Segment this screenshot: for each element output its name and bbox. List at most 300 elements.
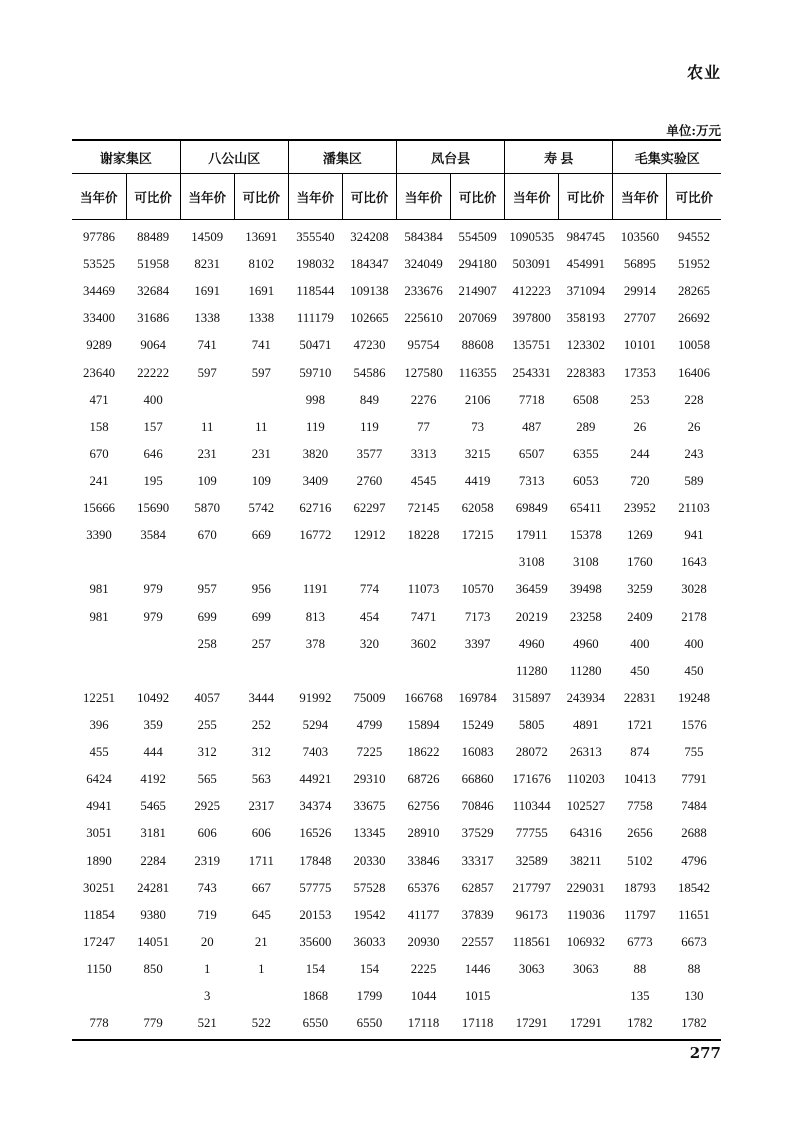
table-cell: 54586 xyxy=(353,365,386,380)
table-cell: 6355 xyxy=(573,446,599,461)
table-cell: 11073 xyxy=(407,582,440,597)
table-cell: 670 xyxy=(197,528,217,543)
table-cell: 400 xyxy=(684,636,704,651)
table-cell: 16083 xyxy=(461,745,494,760)
table-cell: 444 xyxy=(143,745,163,760)
table-cell: 1269 xyxy=(627,528,653,543)
table-cell: 62756 xyxy=(407,799,440,814)
table-cell: 3063 xyxy=(573,962,599,976)
table-cell: 10492 xyxy=(137,690,170,705)
table-cell: 5870 xyxy=(194,501,220,516)
table-cell: 51958 xyxy=(137,257,170,272)
table-cell: 24281 xyxy=(137,880,170,895)
table-cell: 244 xyxy=(630,446,650,461)
table-cell: 7484 xyxy=(681,799,707,814)
table-cell: 157 xyxy=(143,419,163,434)
table-cell: 253 xyxy=(630,392,650,407)
table-cell: 699 xyxy=(251,609,271,624)
table-cell: 521 xyxy=(180,1010,234,1040)
table-cell: 1868 xyxy=(302,989,329,1004)
table-cell: 2656 xyxy=(627,826,653,841)
table-cell: 154 xyxy=(305,962,325,976)
table-cell: 396 xyxy=(89,718,109,733)
table-cell: 7791 xyxy=(681,772,707,787)
table-cell: 23258 xyxy=(569,609,602,624)
table-cell: 123302 xyxy=(566,338,605,353)
table-cell: 11 xyxy=(255,419,268,434)
table-cell: 4192 xyxy=(140,772,166,787)
table-row xyxy=(72,441,721,468)
table-cell: 984745 xyxy=(566,230,605,245)
region-header: 凤台县 xyxy=(397,140,505,174)
table-cell: 4057 xyxy=(194,690,220,705)
table-cell: 17118 xyxy=(397,1010,451,1040)
table-cell: 102665 xyxy=(350,311,389,326)
table-cell: 979 xyxy=(143,609,163,624)
table-cell: 720 xyxy=(630,474,650,489)
table-cell: 597 xyxy=(197,365,217,380)
table-cell: 1643 xyxy=(681,555,707,570)
table-cell: 850 xyxy=(143,962,163,976)
table-cell: 22222 xyxy=(137,365,170,380)
table-cell: 26 xyxy=(633,419,647,434)
table-cell: 355540 xyxy=(296,230,335,245)
table-cell: 20153 xyxy=(299,907,332,922)
table-cell xyxy=(451,549,505,576)
table-cell: 88608 xyxy=(461,338,494,353)
table-cell: 231 xyxy=(197,446,217,461)
table-cell: 1782 xyxy=(667,1010,721,1040)
table-cell: 450 xyxy=(630,663,650,678)
table-row xyxy=(72,604,721,631)
table-cell: 110203 xyxy=(566,772,605,787)
table-cell: 1691 xyxy=(248,284,275,299)
table-cell: 11 xyxy=(201,419,214,434)
table-cell: 3181 xyxy=(140,826,166,841)
table-cell: 118544 xyxy=(296,284,335,299)
table-cell: 135751 xyxy=(512,338,551,353)
table-cell: 18228 xyxy=(407,528,440,543)
table-row xyxy=(72,414,721,441)
table-cell: 606 xyxy=(251,826,271,841)
table-cell: 1 xyxy=(204,962,211,976)
table-cell: 56895 xyxy=(623,257,656,272)
table-cell: 3820 xyxy=(302,446,329,461)
table-cell: 109 xyxy=(251,474,271,489)
table-cell: 252 xyxy=(251,718,271,733)
table-cell: 8102 xyxy=(248,257,275,272)
table-cell: 17118 xyxy=(451,1010,505,1040)
table-cell: 779 xyxy=(126,1010,180,1040)
table-cell: 228383 xyxy=(566,365,605,380)
region-header: 谢家集区 xyxy=(72,140,180,174)
comparable-price-header: 可比价 xyxy=(451,174,505,220)
table-cell: 47230 xyxy=(353,338,386,353)
table-cell: 35600 xyxy=(299,934,332,949)
table-cell: 64316 xyxy=(569,826,602,841)
table-cell: 584384 xyxy=(404,230,443,245)
table-cell: 135 xyxy=(630,989,650,1004)
table-cell: 26 xyxy=(687,419,701,434)
table-row xyxy=(72,468,721,495)
table-cell: 2925 xyxy=(194,799,220,814)
table-cell xyxy=(72,549,126,576)
table-cell xyxy=(72,658,126,685)
table-cell: 606 xyxy=(197,826,217,841)
region-header: 八公山区 xyxy=(180,140,288,174)
table-cell: 241 xyxy=(89,474,109,489)
table-cell: 69849 xyxy=(515,501,548,516)
table-cell: 1760 xyxy=(627,555,653,570)
table-cell: 4891 xyxy=(573,718,599,733)
table-cell: 20219 xyxy=(515,609,548,624)
table-cell: 956 xyxy=(251,582,271,597)
table-cell: 119036 xyxy=(566,907,605,922)
table-row xyxy=(72,712,721,739)
table-row xyxy=(72,793,721,820)
table-cell: 315897 xyxy=(512,690,551,705)
table-cell: 6550 xyxy=(342,1010,396,1040)
table-cell: 10058 xyxy=(677,338,710,353)
table-cell: 95754 xyxy=(407,338,440,353)
table-cell xyxy=(126,631,180,658)
table-cell: 3313 xyxy=(410,446,437,461)
table-cell: 324208 xyxy=(350,230,389,245)
table-cell xyxy=(234,387,288,414)
table-cell xyxy=(288,658,342,685)
table-cell: 11280 xyxy=(515,663,548,678)
table-cell: 20930 xyxy=(407,934,440,949)
table-cell: 2178 xyxy=(681,609,707,624)
table-cell: 1044 xyxy=(410,989,437,1004)
table-cell: 21 xyxy=(254,934,268,949)
table-cell: 7718 xyxy=(518,392,545,407)
table-cell: 2319 xyxy=(194,853,220,868)
table-cell: 289 xyxy=(576,419,596,434)
table-cell: 371094 xyxy=(566,284,605,299)
current-price-header: 当年价 xyxy=(180,174,234,220)
table-cell: 33317 xyxy=(461,853,494,868)
table-cell: 19248 xyxy=(677,690,710,705)
table-cell: 17247 xyxy=(83,934,116,949)
table-cell: 597 xyxy=(251,365,271,380)
table-cell: 10413 xyxy=(623,772,656,787)
table-cell: 62058 xyxy=(461,501,494,516)
table-cell: 16406 xyxy=(677,365,710,380)
table-cell: 7173 xyxy=(464,609,491,624)
table-cell: 397800 xyxy=(512,311,551,326)
table-row xyxy=(72,766,721,793)
table-cell: 195 xyxy=(143,474,163,489)
table-cell: 3444 xyxy=(248,690,275,705)
table-cell: 68726 xyxy=(407,772,440,787)
table-cell xyxy=(505,983,559,1010)
table-cell: 22831 xyxy=(623,690,656,705)
table-cell: 15666 xyxy=(83,501,116,516)
table-cell: 28910 xyxy=(407,826,440,841)
table-cell: 166768 xyxy=(404,690,443,705)
table-cell: 34374 xyxy=(299,799,332,814)
table-cell: 18622 xyxy=(407,745,440,760)
table-cell: 7225 xyxy=(356,745,383,760)
table-cell: 28072 xyxy=(515,745,548,760)
table-cell: 4545 xyxy=(410,474,437,489)
table-cell: 11651 xyxy=(678,907,710,922)
table-cell: 32684 xyxy=(137,284,170,299)
table-cell: 400 xyxy=(630,636,650,651)
table-cell: 214907 xyxy=(458,284,497,299)
table-row xyxy=(72,875,721,902)
table-cell: 3259 xyxy=(627,582,653,597)
table-cell: 207069 xyxy=(458,311,497,326)
table-cell: 17291 xyxy=(559,1010,613,1040)
table-cell: 6507 xyxy=(518,446,545,461)
table-cell: 30251 xyxy=(83,880,116,895)
table-cell: 16526 xyxy=(299,826,332,841)
table-cell: 32589 xyxy=(515,853,548,868)
table-cell: 243934 xyxy=(566,690,605,705)
current-price-header: 当年价 xyxy=(613,174,667,220)
table-cell: 6424 xyxy=(86,772,112,787)
table-row xyxy=(72,332,721,359)
table-cell: 957 xyxy=(197,582,217,597)
table-cell: 26313 xyxy=(569,745,602,760)
comparable-price-header: 可比价 xyxy=(126,174,180,220)
table-cell: 1890 xyxy=(86,853,112,868)
table-cell: 96173 xyxy=(515,907,548,922)
table-cell: 17353 xyxy=(623,365,656,380)
table-row xyxy=(72,929,721,956)
table-cell xyxy=(288,549,342,576)
table-cell: 106932 xyxy=(566,934,605,949)
table-cell: 33400 xyxy=(83,311,116,326)
table-cell: 998 xyxy=(305,392,325,407)
table-cell: 2106 xyxy=(464,392,491,407)
table-cell: 4960 xyxy=(518,636,545,651)
table-cell: 62716 xyxy=(299,501,332,516)
table-cell: 169784 xyxy=(458,690,497,705)
table-cell: 2225 xyxy=(410,962,437,976)
table-cell: 109 xyxy=(197,474,217,489)
table-row xyxy=(72,658,721,685)
table-cell: 2760 xyxy=(356,474,383,489)
table-cell: 111179 xyxy=(296,311,334,326)
table-cell: 8231 xyxy=(194,257,220,272)
table-cell: 359 xyxy=(143,718,163,733)
table-cell: 33846 xyxy=(407,853,440,868)
table-cell: 91992 xyxy=(299,690,332,705)
table-cell: 1446 xyxy=(464,962,491,976)
table-cell: 3577 xyxy=(356,446,383,461)
table-cell: 645 xyxy=(251,907,271,922)
table-cell: 75009 xyxy=(353,690,386,705)
table-cell: 6673 xyxy=(681,934,707,949)
table-cell xyxy=(234,549,288,576)
table-cell: 554509 xyxy=(458,230,497,245)
table-cell: 9064 xyxy=(140,338,166,353)
table-cell: 755 xyxy=(684,745,704,760)
table-cell: 13691 xyxy=(245,230,278,245)
table-cell: 11280 xyxy=(570,663,602,678)
table-cell: 3063 xyxy=(518,962,545,976)
table-cell: 94552 xyxy=(677,230,710,245)
table-cell: 231 xyxy=(251,446,271,461)
table-cell: 12251 xyxy=(83,690,116,705)
table-cell: 1782 xyxy=(613,1010,667,1040)
table-cell: 29914 xyxy=(623,284,656,299)
table-cell: 9289 xyxy=(86,338,112,353)
table-cell: 73 xyxy=(471,419,485,434)
table-cell: 118561 xyxy=(512,934,551,949)
table-cell: 7471 xyxy=(410,609,437,624)
table-cell: 3 xyxy=(204,989,211,1004)
table-cell: 17291 xyxy=(505,1010,559,1040)
table-cell: 3108 xyxy=(573,555,599,570)
table-cell: 454 xyxy=(359,609,380,624)
table-cell: 65411 xyxy=(570,501,602,516)
table-cell: 15249 xyxy=(461,718,494,733)
section-title: 农业 xyxy=(686,63,721,82)
comparable-price-header: 可比价 xyxy=(234,174,288,220)
table-cell: 1338 xyxy=(248,311,275,326)
table-cell: 11797 xyxy=(624,907,656,922)
table-cell: 3108 xyxy=(518,555,545,570)
table-cell: 3397 xyxy=(464,636,491,651)
table-cell: 225610 xyxy=(404,311,443,326)
price-type-header-row xyxy=(72,174,721,220)
table-row xyxy=(72,1010,721,1040)
table-cell: 589 xyxy=(684,474,704,489)
table-row xyxy=(72,739,721,766)
table-cell: 171676 xyxy=(512,772,551,787)
table-cell: 4960 xyxy=(573,636,599,651)
table-cell: 6508 xyxy=(573,392,599,407)
table-cell: 18793 xyxy=(623,880,656,895)
table-cell: 400 xyxy=(143,392,163,407)
table-cell: 77755 xyxy=(515,826,548,841)
table-cell: 450 xyxy=(684,663,704,678)
table-cell: 20 xyxy=(200,934,214,949)
table-row xyxy=(72,495,721,522)
table-cell: 454991 xyxy=(566,257,605,272)
table-cell: 7313 xyxy=(518,474,545,489)
table-cell: 15378 xyxy=(569,528,602,543)
data-table xyxy=(72,139,721,1041)
table-cell: 158 xyxy=(89,419,109,434)
table-cell: 37529 xyxy=(461,826,494,841)
table-cell: 2409 xyxy=(627,609,653,624)
table-cell: 229031 xyxy=(566,880,605,895)
table-cell: 10570 xyxy=(461,582,494,597)
table-cell: 7403 xyxy=(302,745,329,760)
table-cell: 77 xyxy=(417,419,430,434)
table-cell: 5742 xyxy=(248,501,275,516)
table-cell xyxy=(234,658,288,685)
table-cell: 849 xyxy=(359,392,380,407)
table-cell: 38211 xyxy=(570,853,602,868)
table-cell: 5805 xyxy=(518,718,545,733)
table-cell: 1015 xyxy=(464,989,491,1004)
table-cell: 28265 xyxy=(677,284,710,299)
table-cell: 3409 xyxy=(302,474,329,489)
table-cell: 670 xyxy=(89,446,109,461)
table-cell: 3584 xyxy=(140,528,166,543)
table-cell: 471 xyxy=(89,392,109,407)
table-cell: 15894 xyxy=(407,718,440,733)
table-cell: 3028 xyxy=(681,582,707,597)
table-cell: 257 xyxy=(251,636,271,651)
table-cell: 29310 xyxy=(353,772,386,787)
table-row xyxy=(72,549,721,576)
table-cell: 10101 xyxy=(623,338,656,353)
table-cell: 22557 xyxy=(461,934,494,949)
current-price-header: 当年价 xyxy=(397,174,451,220)
table-row xyxy=(72,685,721,712)
table-cell: 103560 xyxy=(620,230,660,245)
table-cell: 412223 xyxy=(512,284,551,299)
table-cell xyxy=(72,983,126,1010)
current-price-header: 当年价 xyxy=(288,174,342,220)
table-cell: 62297 xyxy=(353,501,386,516)
table-cell: 243 xyxy=(684,446,704,461)
table-cell: 4799 xyxy=(356,718,383,733)
table-cell: 358193 xyxy=(566,311,605,326)
table-cell: 116355 xyxy=(458,365,497,380)
table-cell: 66860 xyxy=(461,772,494,787)
table-row xyxy=(72,820,721,847)
table-cell: 14509 xyxy=(191,230,224,245)
table-cell: 65376 xyxy=(407,880,440,895)
table-cell: 33675 xyxy=(353,799,386,814)
comparable-price-header: 可比价 xyxy=(667,174,721,220)
table-cell: 741 xyxy=(251,338,271,353)
table-row xyxy=(72,360,721,387)
table-cell: 233676 xyxy=(404,284,443,299)
table-cell: 324049 xyxy=(404,257,443,272)
table-cell: 44921 xyxy=(299,772,332,787)
table-cell xyxy=(126,983,180,1010)
table-cell: 743 xyxy=(197,880,217,895)
table-cell: 669 xyxy=(251,528,271,543)
table-cell: 102527 xyxy=(566,799,605,814)
table-cell: 667 xyxy=(251,880,271,895)
table-cell: 3051 xyxy=(86,826,112,841)
table-cell: 522 xyxy=(234,1010,288,1040)
table-cell: 258 xyxy=(197,636,217,651)
table-cell: 6773 xyxy=(627,934,653,949)
current-price-header: 当年价 xyxy=(505,174,559,220)
table-cell: 7758 xyxy=(627,799,653,814)
table-cell: 699 xyxy=(197,609,217,624)
table-cell: 5465 xyxy=(140,799,166,814)
table-cell: 217797 xyxy=(512,880,551,895)
table-cell: 813 xyxy=(305,609,325,624)
table-cell: 53525 xyxy=(83,257,116,272)
table-cell: 36459 xyxy=(515,582,548,597)
table-cell: 130 xyxy=(684,989,704,1004)
table-cell: 1799 xyxy=(356,989,383,1004)
table-cell: 21103 xyxy=(678,501,710,516)
table-cell xyxy=(559,983,613,1010)
table-cell: 741 xyxy=(197,338,217,353)
table-cell: 88 xyxy=(633,962,647,976)
table-cell: 72145 xyxy=(407,501,440,516)
table-row xyxy=(72,902,721,929)
table-cell: 23640 xyxy=(83,365,116,380)
table-cell: 31686 xyxy=(137,311,170,326)
table-cell: 57775 xyxy=(299,880,332,895)
table-cell: 119 xyxy=(306,419,325,434)
